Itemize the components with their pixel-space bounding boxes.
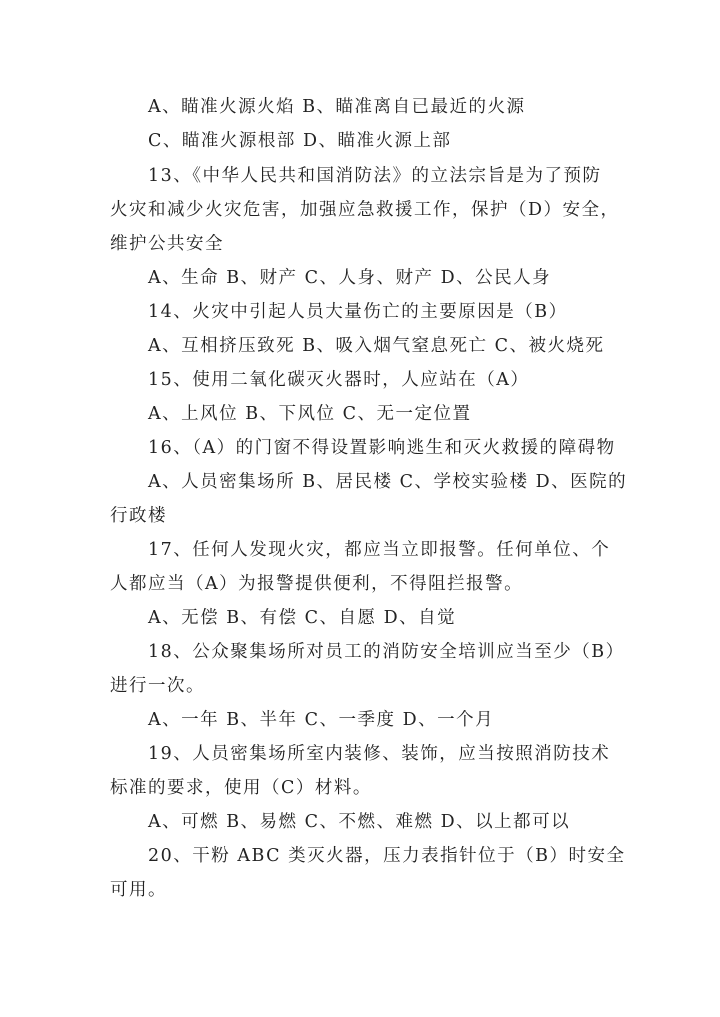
question-15-line-1: 15、使用二氧化碳灭火器时，人应站在（A） xyxy=(148,370,530,390)
question-17-line-2: 人都应当（A）为报警提供便利，不得阻拦报警。 xyxy=(110,574,524,594)
option-line-q14: A、互相挤压致死 B、吸入烟气窒息死亡 C、被火烧死 xyxy=(148,336,605,356)
option-line-q15: A、上风位 B、下风位 C、无一定位置 xyxy=(148,404,472,424)
option-line-q12-cd: C、瞄准火源根部 D、瞄准火源上部 xyxy=(148,131,452,151)
option-line-q17: A、无偿 B、有偿 C、自愿 D、自觉 xyxy=(148,608,457,628)
option-line-q16-cont: 行政楼 xyxy=(110,506,167,526)
option-line-q16: A、人员密集场所 B、居民楼 C、学校实验楼 D、医院的 xyxy=(148,472,628,492)
option-line-q19: A、可燃 B、易燃 C、不燃、难燃 D、以上都可以 xyxy=(148,812,571,832)
option-line-q12-ab: A、瞄准火源火焰 B、瞄准离自已最近的火源 xyxy=(148,97,526,117)
option-line-q18: A、一年 B、半年 C、一季度 D、一个月 xyxy=(148,710,495,730)
question-17-line-1: 17、任何人发现火灾，都应当立即报警。任何单位、个 xyxy=(148,540,611,560)
question-19-line-1: 19、人员密集场所室内装修、装饰，应当按照消防技术 xyxy=(148,744,611,764)
option-line-q13: A、生命 B、财产 C、人身、财产 D、公民人身 xyxy=(148,268,552,288)
question-20-line-1: 20、干粉 ABC 类灭火器，压力表指针位于（B）时安全 xyxy=(148,846,626,866)
question-19-line-2: 标准的要求，使用（C）材料。 xyxy=(110,778,372,798)
question-18-line-2: 进行一次。 xyxy=(110,676,205,696)
question-14-line-1: 14、火灾中引起人员大量伤亡的主要原因是（B） xyxy=(148,302,568,322)
question-13-line-3: 维护公共安全 xyxy=(110,234,224,254)
question-18-line-1: 18、公众聚集场所对员工的消防安全培训应当至少（B） xyxy=(148,642,625,662)
question-13-line-1: 13、《中华人民共和国消防法》的立法宗旨是为了预防 xyxy=(148,166,602,186)
question-13-line-2: 火灾和减少火灾危害，加强应急救援工作，保护（D）安全， xyxy=(110,200,620,220)
question-16-line-1: 16、（A）的门窗不得设置影响逃生和灭火救援的障碍物 xyxy=(148,438,616,458)
question-20-line-2: 可用。 xyxy=(110,880,167,900)
